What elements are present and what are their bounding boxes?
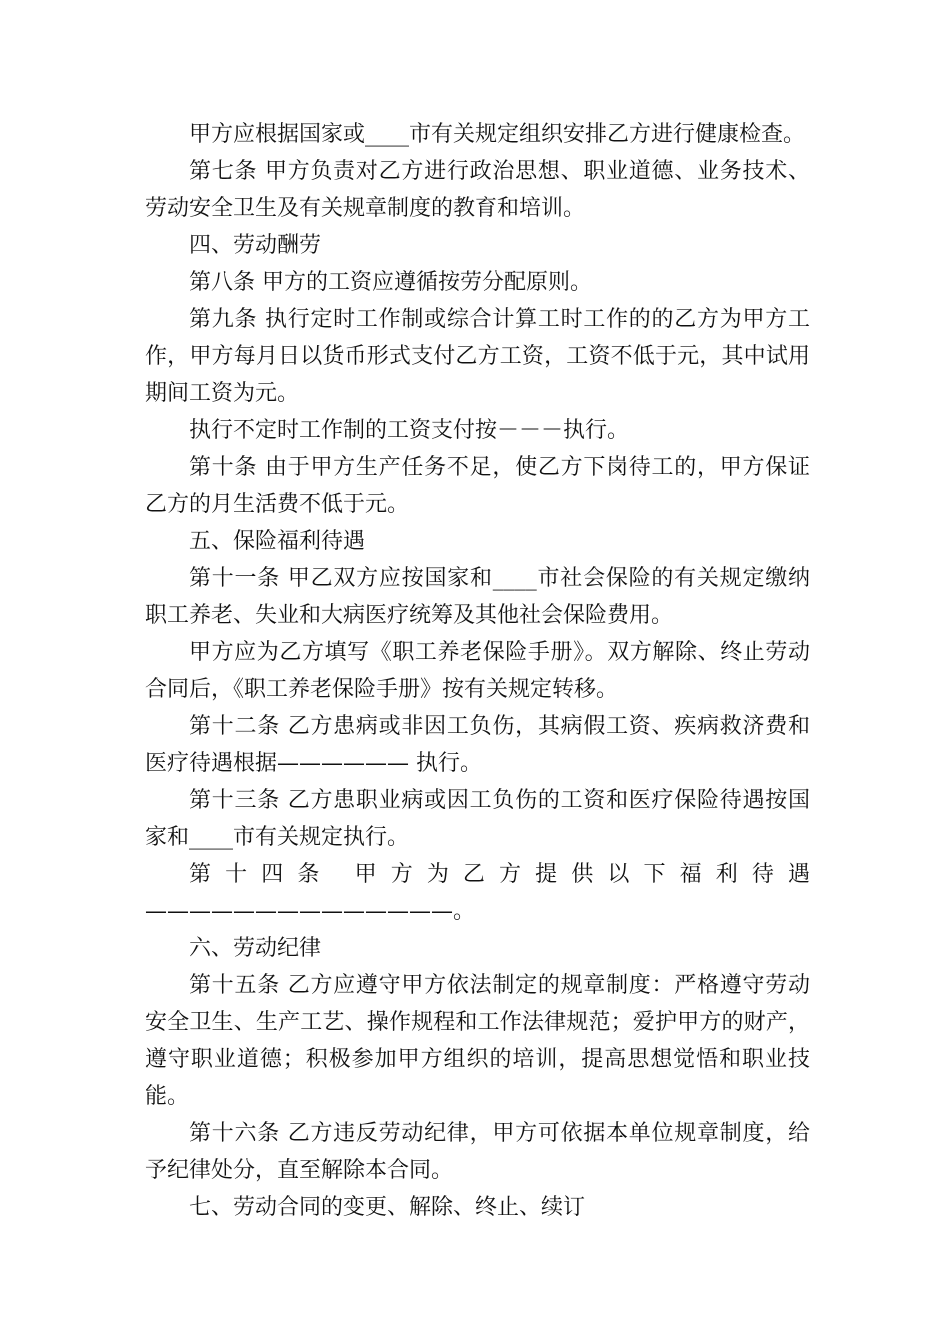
- paragraph-article-7: 第七条 甲方负责对乙方进行政治思想、职业道德、业务技术、劳动安全卫生及有关规章制度的教育和培训。: [145, 159, 810, 221]
- paragraph-article-10: 第十条 由于甲方生产任务不足，使乙方下岗待工的，甲方保证乙方的月生活费不低于元。: [145, 455, 810, 517]
- paragraph-health-check: 甲方应根据国家或____市有关规定组织安排乙方进行健康检查。: [189, 122, 806, 147]
- paragraph-article-12: 第十二条 乙方患病或非因工负伤，其病假工资、疾病救济费和医疗待遇根据—————— 执行。: [145, 714, 810, 776]
- section-heading-remuneration: 四、劳动酬劳: [189, 233, 322, 258]
- paragraph-pension-handbook: 甲方应为乙方填写《职工养老保险手册》。双方解除、终止劳动合同后，《职工养老保险手册》按有关规定转移。: [145, 640, 810, 702]
- paragraph-flexible-hours-pay: 执行不定时工作制的工资支付按－－－执行。: [189, 418, 630, 443]
- paragraph-article-15: 第十五条 乙方应遵守甲方依法制定的规章制度：严格遵守劳动安全卫生、生产工艺、操作规程和工作法律规范；爱护甲方的财产，遵守职业道德；积极参加甲方组织的培训，提高思想觉悟和职业技能。: [145, 973, 810, 1109]
- paragraph-article-13: 第十三条 乙方患职业病或因工负伤的工资和医疗保险待遇按国家和____市有关规定执行。: [145, 788, 810, 850]
- paragraph-article-14: 第十四条 甲方为乙方提供以下福利待遇——————————————。: [145, 862, 810, 924]
- section-heading-contract-changes: 七、劳动合同的变更、解除、终止、续订: [189, 1195, 586, 1220]
- paragraph-article-8: 第八条 甲方的工资应遵循按劳分配原则。: [189, 270, 592, 295]
- paragraph-article-11: 第十一条 甲乙双方应按国家和____市社会保险的有关规定缴纳职工养老、失业和大病医疗统筹及其他社会保险费用。: [145, 566, 810, 628]
- document-body: [145, 116, 810, 1226]
- section-heading-insurance-welfare: 五、保险福利待遇: [189, 529, 366, 554]
- paragraph-article-16: 第十六条 乙方违反劳动纪律，甲方可依据本单位规章制度，给予纪律处分，直至解除本合同。: [145, 1121, 810, 1183]
- section-heading-labor-discipline: 六、劳动纪律: [189, 936, 322, 961]
- paragraph-article-9: 第九条 执行定时工作制或综合计算工时工作的的乙方为甲方工作，甲方每月日以货币形式支付乙方工资，工资不低于元，其中试用期间工资为元。: [145, 307, 810, 406]
